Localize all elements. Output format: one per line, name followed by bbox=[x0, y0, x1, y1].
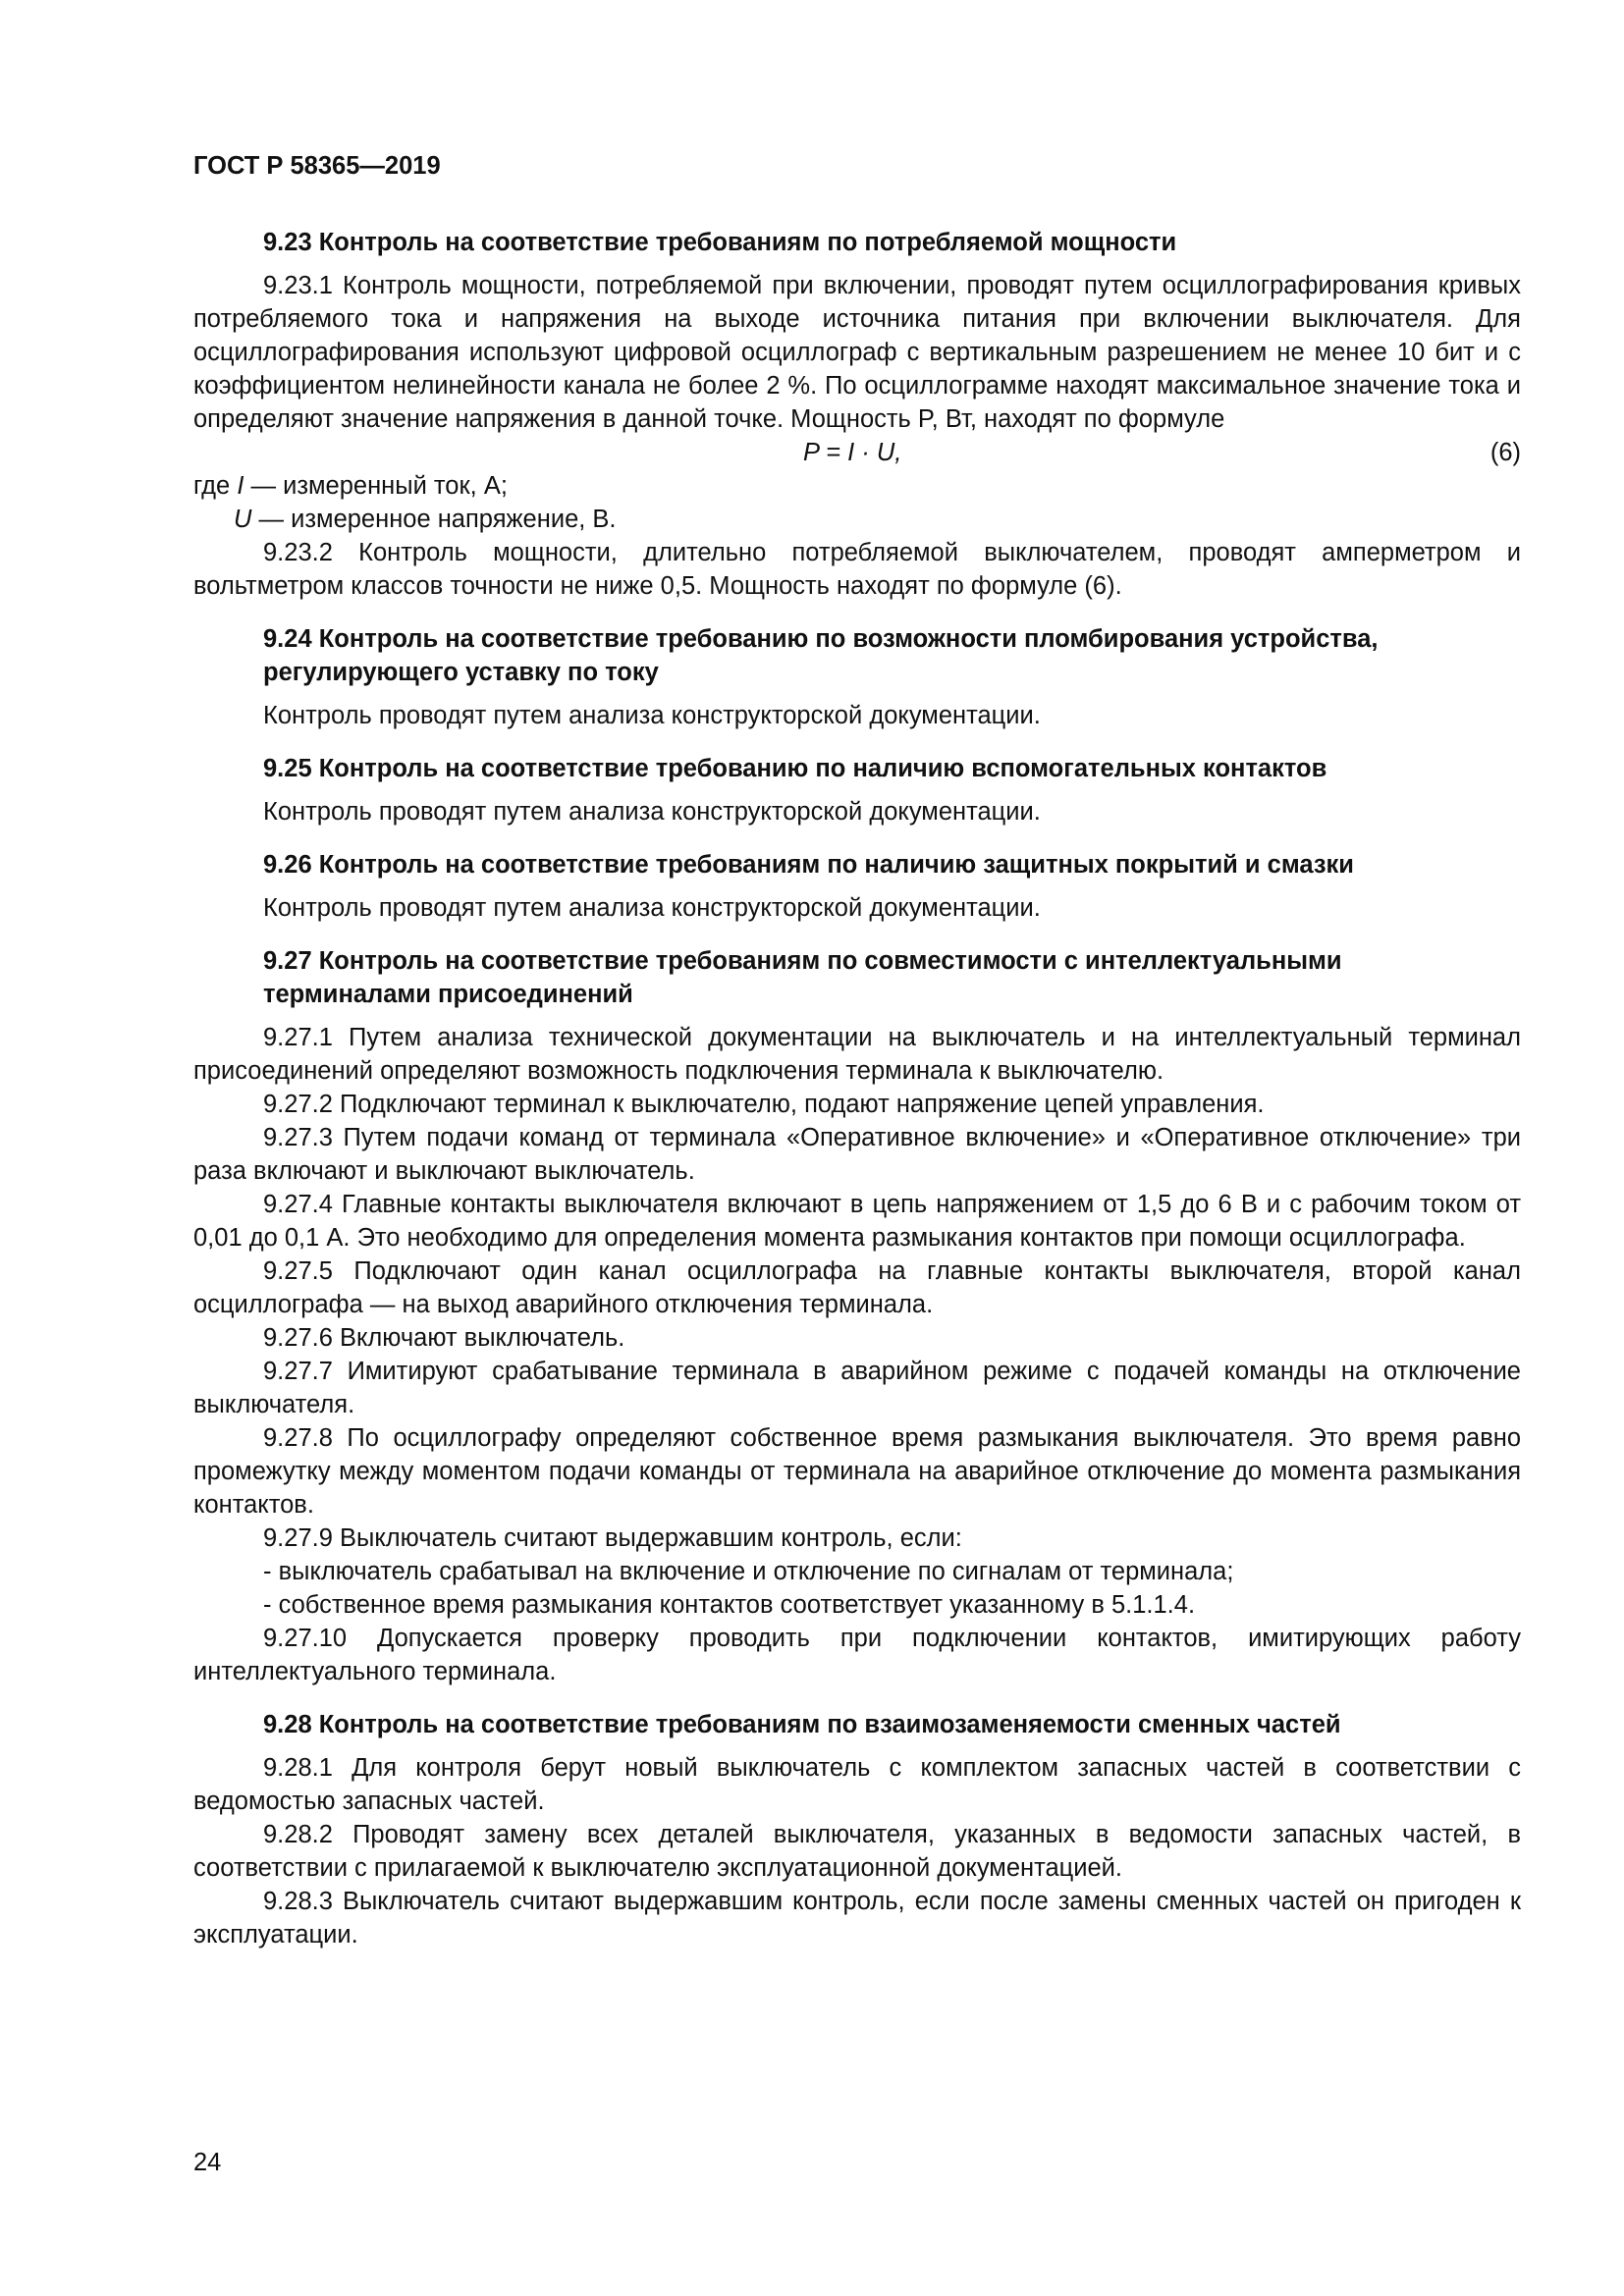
paragraph: 9.27.4 Главные контакты выключателя включают в цепь напряжением от 1,5 до 6 В и с рабочим током от 0,01 до 0,1 А. Это необходимо для определения момента размыкания контактов при помощи осциллографа. bbox=[193, 1191, 1521, 1252]
paragraph: 9.27.3 Путем подачи команд от терминала «Оперативное включение» и «Оперативное отключение» три раза включают и выключают выключатель. bbox=[193, 1124, 1521, 1185]
section-9-24 bbox=[193, 622, 1521, 732]
section-title-line: 9.24 Контроль на соответствие требованию по возможности пломбирования устройства, bbox=[263, 625, 1379, 653]
section-9-23 bbox=[193, 226, 1521, 603]
section-title: 9.25 Контроль на соответствие требованию по наличию вспомогательных контактов bbox=[263, 755, 1327, 782]
paragraph: 9.27.1 Путем анализа технической документации на выключатель и на интеллектуальный терминал присоединений определяют возможность подключения терминала к выключателю. bbox=[193, 1024, 1521, 1085]
section-title: 9.28 Контроль на соответствие требованиям по взаимозаменяемости сменных частей bbox=[263, 1711, 1341, 1738]
paragraph: 9.27.9 Выключатель считают выдержавшим контроль, если: bbox=[263, 1524, 962, 1552]
paragraph: 9.27.10 Допускается проверку проводить при подключении контактов, имитирующих работу интеллектуального терминала. bbox=[193, 1625, 1521, 1685]
symbol-voltage: U bbox=[234, 506, 252, 533]
formula bbox=[193, 436, 1521, 469]
paragraph: 9.28.2 Проводят замену всех деталей выключателя, указанных в ведомости запасных частей, в соответствии с прилагаемой к выключателю эксплуатационной документацией. bbox=[193, 1821, 1521, 1882]
paragraph: 9.28.3 Выключатель считают выдержавшим контроль, если после замены сменных частей он пригоден к эксплуатации. bbox=[193, 1888, 1521, 1949]
paragraph: 9.27.5 Подключают один канал осциллографа на главные контакты выключателя, второй канал осциллографа — на выход аварийного отключения терминала. bbox=[193, 1257, 1521, 1318]
section-title: 9.23 Контроль на соответствие требованиям по потребляемой мощности bbox=[263, 229, 1177, 256]
paragraph: Контроль проводят путем анализа конструкторской документации. bbox=[263, 702, 1041, 729]
section-9-25 bbox=[193, 752, 1521, 828]
symbol-current: I bbox=[237, 472, 244, 500]
section-title-line: терминалами присоединений bbox=[263, 981, 633, 1008]
document-code: ГОСТ Р 58365—2019 bbox=[193, 152, 441, 180]
section-9-27 bbox=[193, 944, 1521, 1688]
paragraph: Контроль проводят путем анализа конструкторской документации. bbox=[263, 894, 1041, 922]
paragraph: 9.27.6 Включают выключатель. bbox=[263, 1324, 625, 1352]
where-word: где bbox=[193, 472, 231, 500]
page-number: 24 bbox=[193, 2149, 222, 2176]
section-title-line: регулирующего уставку по току bbox=[263, 659, 659, 686]
symbol-description: — измеренное напряжение, В. bbox=[258, 506, 617, 533]
paragraph: 9.27.2 Подключают терминал к выключателю, подают напряжение цепей управления. bbox=[263, 1091, 1265, 1118]
where-row-current bbox=[193, 469, 1521, 503]
paragraph: 9.27.8 По осциллографу определяют собственное время размыкания выключателя. Это время равно промежутку между моментом подачи команды от терминала на аварийное отключение до момента размыкания контактов. bbox=[193, 1424, 1521, 1519]
formula-number: (6) bbox=[1489, 439, 1521, 466]
section-title bbox=[193, 622, 1521, 689]
symbol-description: — измеренный ток, А; bbox=[250, 472, 508, 500]
formula-expression: P = I · U, bbox=[803, 439, 902, 466]
section-title: 9.26 Контроль на соответствие требованиям по наличию защитных покрытий и смазки bbox=[263, 851, 1354, 879]
document-body bbox=[193, 226, 1521, 1951]
list-item: - собственное время размыкания контактов соответствует указанному в 5.1.1.4. bbox=[263, 1591, 1196, 1619]
section-9-28 bbox=[193, 1708, 1521, 1951]
section-9-26 bbox=[193, 848, 1521, 925]
paragraph: Контроль проводят путем анализа конструкторской документации. bbox=[263, 798, 1041, 826]
where-row-voltage bbox=[193, 503, 1521, 536]
paragraph: 9.23.2 Контроль мощности, длительно потребляемой выключателем, проводят амперметром и вольтметром классов точности не ниже 0,5. Мощность находят по формуле (6). bbox=[193, 539, 1521, 600]
list-item: - выключатель срабатывал на включение и отключение по сигналам от терминала; bbox=[263, 1558, 1234, 1585]
section-title bbox=[193, 944, 1521, 1011]
paragraph: 9.27.7 Имитируют срабатывание терминала в аварийном режиме с подачей команды на отключение выключателя. bbox=[193, 1358, 1521, 1418]
paragraph: 9.28.1 Для контроля берут новый выключатель с комплектом запасных частей в соответствии с ведомостью запасных частей. bbox=[193, 1754, 1521, 1815]
section-title-line: 9.27 Контроль на соответствие требованиям по совместимости с интеллектуальными bbox=[263, 947, 1342, 975]
paragraph: 9.23.1 Контроль мощности, потребляемой при включении, проводят путем осциллографирования кривых потребляемого тока и напряжения на выходе источника питания при включении выключателя. Для осциллографирования используют цифровой осциллограф с вертикальным разрешением не менее 10 бит и с коэффициентом нелинейности канала не более 2 %. По осциллограмме находят максимальное значение тока и определяют значение напряжения в данной точке. Мощность P, Вт, находят по формуле bbox=[193, 272, 1521, 433]
